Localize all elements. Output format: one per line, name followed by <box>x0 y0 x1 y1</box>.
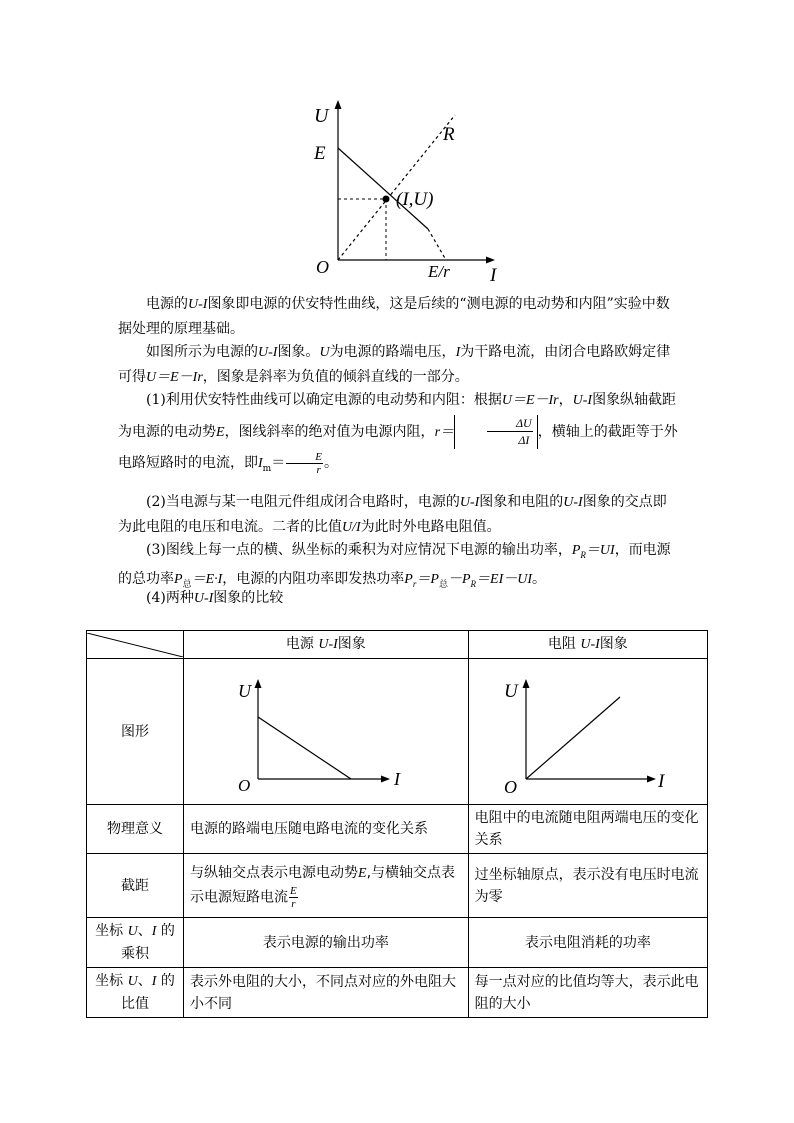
small-label-i: I <box>393 768 400 789</box>
row-label-product: 坐标 U、I 的乘积 <box>87 918 184 968</box>
short-circuit-fraction: $\frac{E}{r}$ <box>286 451 323 476</box>
corner-cell <box>87 631 184 659</box>
paragraph-point-3: (3)图线上每一点的横、纵坐标的乘积为对应情况下电源的输出功率，$P_R=UI$，而电源的总功率$P_总=E\cdot I$，电源的内阻功率即发热功率$P_r=P_总-P_R=EI-UI$。 <box>118 542 671 590</box>
resistor-rising-line <box>526 697 620 779</box>
product-source-cell: 表示电源的输出功率 <box>184 918 469 968</box>
short-circuit-current-fraction: $\frac{E}{r}$ <box>290 884 297 910</box>
row-label-ratio: 坐标 U、I 的比值 <box>87 968 184 1018</box>
label-er: E/r <box>428 262 450 281</box>
small-label-o-2: O <box>503 776 517 797</box>
product-resistor-cell: 表示电阻消耗的功率 <box>468 918 707 968</box>
source-decline-line <box>258 717 351 779</box>
table-row <box>87 918 708 968</box>
table-row <box>87 659 708 805</box>
meaning-resistor-cell: 电阻中的电流随电阻两端电压的变化关系 <box>468 805 707 854</box>
label-i: I <box>490 265 497 285</box>
intercept-resistor-cell: 过坐标轴原点，表示没有电压时电流为零 <box>468 854 707 918</box>
intercept-source-cell: 与纵轴交点表示电源电动势E,与横轴交点表示电源短路电流 $\frac{E}{r}$ <box>184 854 469 918</box>
table-row <box>87 968 708 1018</box>
label-u: U <box>314 105 329 127</box>
diagonal-line <box>87 633 183 657</box>
table-row <box>87 805 708 854</box>
ratio-source-cell: 表示外电阻的大小，不同点对应的外电阻大小不同 <box>184 968 469 1018</box>
resistor-graph-cell <box>468 659 707 805</box>
abs-slope-formula: $\frac{\Delta U}{\Delta I}$ <box>454 415 538 449</box>
label-e: E <box>314 143 326 164</box>
source-ui-graph <box>236 667 416 797</box>
small-label-u: U <box>237 680 251 701</box>
header-source: 电源 U-I图象 <box>184 631 469 659</box>
label-o: O <box>316 257 329 277</box>
paragraph-intro: 电源的U-I图象即电源的伏安特性曲线，这是后续的“测电源的电动势和内阻”实验中数据处理的原理基础。 <box>118 296 670 337</box>
small-label-u-2: U <box>503 680 518 702</box>
comparison-table <box>86 630 708 1018</box>
paragraph-point-4: (4)两种U-I图象的比较 <box>146 590 284 606</box>
source-graph-cell <box>184 659 469 805</box>
label-r: R <box>443 124 455 145</box>
row-label-intercept: 截距 <box>87 854 184 918</box>
row-label-meaning: 物理意义 <box>87 805 184 854</box>
paragraph-point-1: (1)利用伏安特性曲线可以确定电源的电动势和内阻：根据U＝E－Ir，U-I图象纵轴截距为电源的电动势E，图线斜率的绝对值为电源内阻，r＝ $\frac{\Delta U}{\Delta I}$ ，横轴上的截距等于外电路短路时的电流，即$I_m=$ $\frac{E}{r}$ 。 <box>118 392 678 476</box>
header-resistor: 电阻 U-I图象 <box>468 631 707 659</box>
intersection-point <box>383 196 390 203</box>
ratio-resistor-cell: 每一点对应的比值均等大，表示此电阻的大小 <box>468 968 707 1018</box>
small-label-i-2: I <box>657 770 665 792</box>
paragraph-definition: 如图所示为电源的U-I图象。U为电源的路端电压，I为干路电流，由闭合电路欧姆定律可得U＝E－Ir，图象是斜率为负值的倾斜直线的一部分。 <box>118 344 671 385</box>
main-ui-graph <box>300 95 520 285</box>
resistor-ui-graph <box>498 667 678 797</box>
small-label-o: O <box>237 775 251 795</box>
table-row <box>87 854 708 918</box>
label-point: (I,U) <box>396 189 434 210</box>
table-header-row <box>87 631 708 659</box>
paragraph-point-2: (2)当电源与某一电阻元件组成闭合电路时，电源的U-I图象和电阻的U-I图象的交点即为此电阻的电压和电流。二者的比值U/I为此时外电路电阻值。 <box>118 494 667 535</box>
row-label-graph: 图形 <box>87 659 184 805</box>
meaning-source-cell: 电源的路端电压随电路电流的变化关系 <box>184 805 469 854</box>
